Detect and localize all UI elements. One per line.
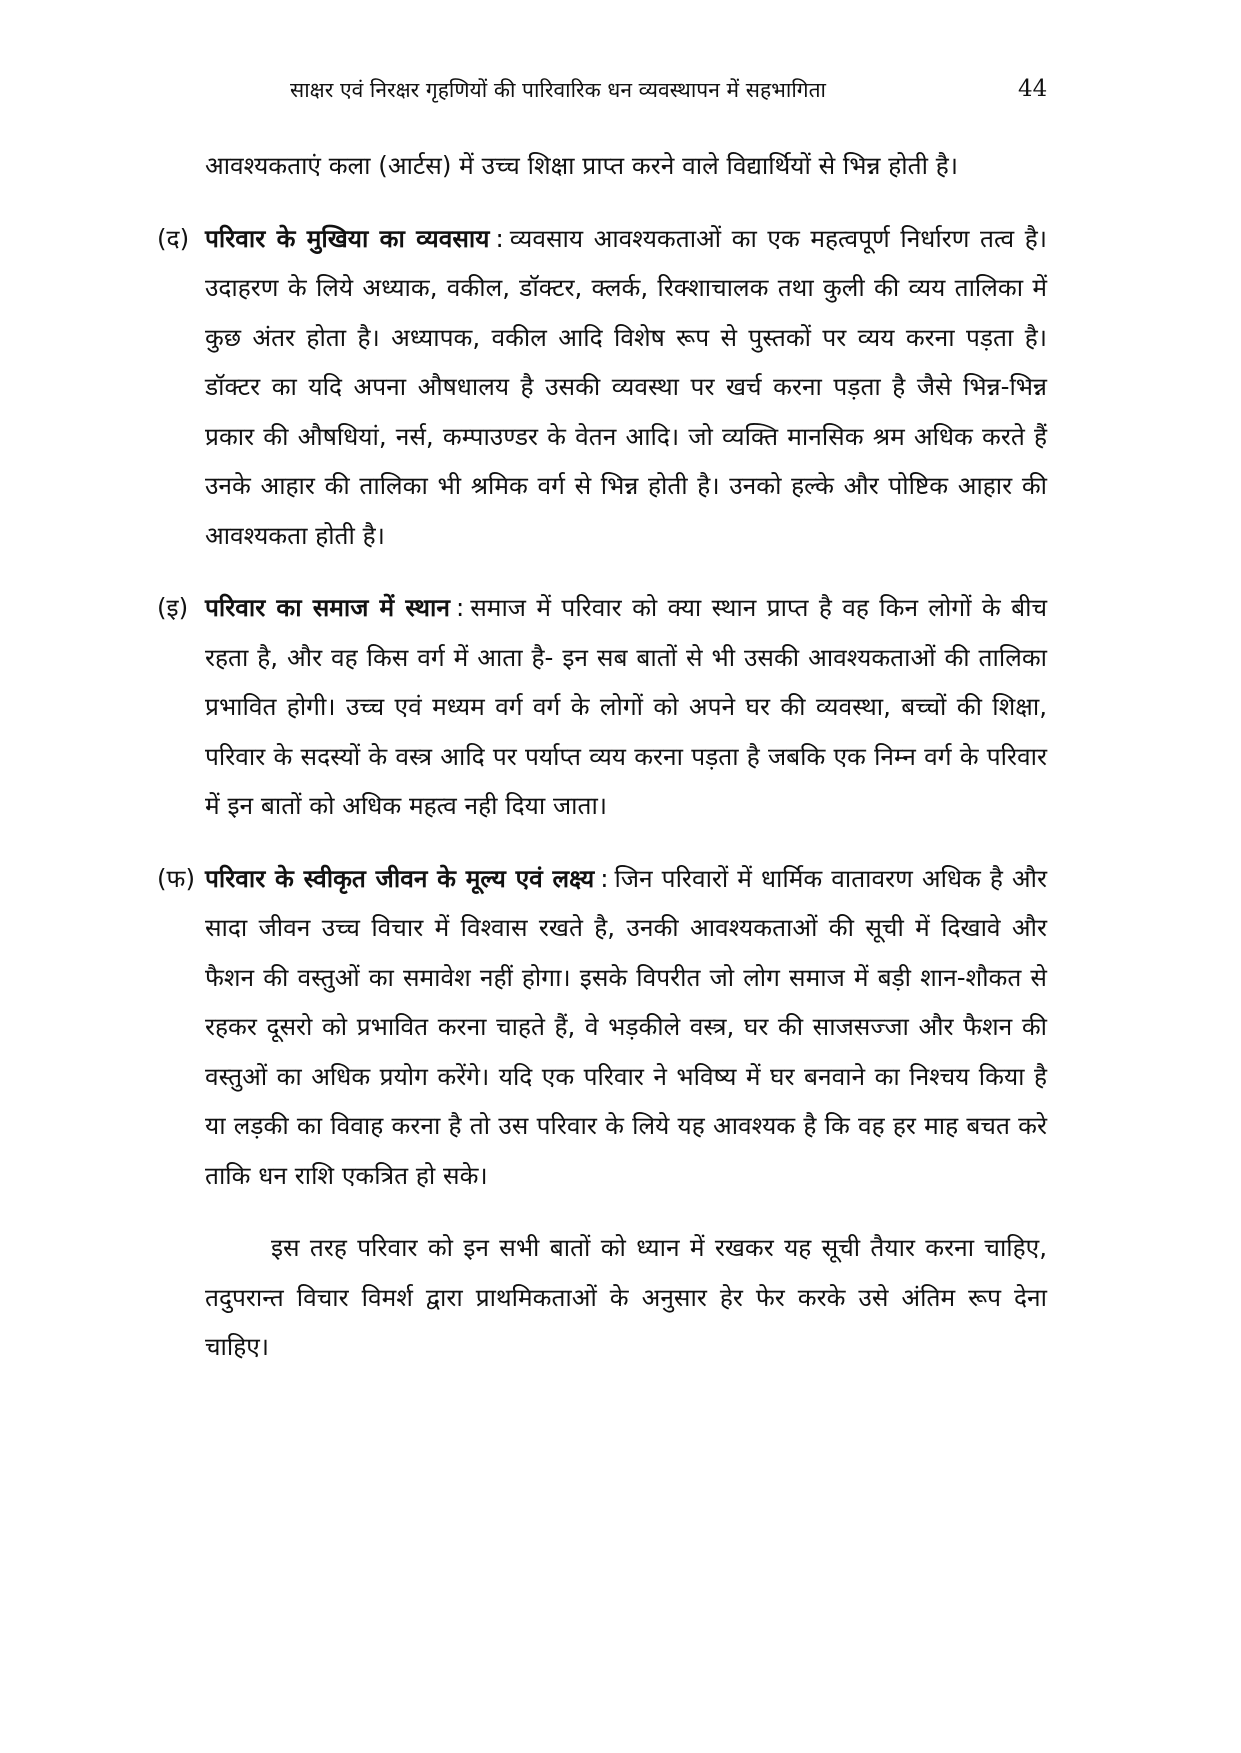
list-marker: (फ)	[157, 863, 196, 893]
item-separator: :	[600, 863, 609, 893]
list-item-social-status	[157, 583, 1048, 831]
list-item-paragraph	[205, 583, 1047, 831]
list-marker: (इ)	[157, 593, 189, 622]
item-heading: परिवार के मुखिया का व्यवसाय	[205, 223, 490, 253]
list-item-paragraph	[205, 854, 1047, 1201]
continued-paragraph: आवश्यकताएं कला (आर्टस) में उच्च शिक्षा प्राप्त करने वाले विद्यार्थियों से भिन्न होती है।	[205, 151, 958, 180]
body-content	[157, 141, 1048, 1372]
item-text: समाज में परिवार को क्या स्थान प्राप्त है वह किन लोगों के बीच रहता है, और वह किस वर्ग में आता है- इन सब बातों से भी उसकी आवश्यकताओं की तालिका प्रभावित होगी। उच्च एवं मध्यम वर्ग वर्ग के लोगों को अपने घर की व्यवस्था, बच्चों की शिक्षा, परिवार के सदस्यों के वस्त्र आदि पर पर्याप्त व्यय करना पड़ता है जबकि एक निम्न वर्ग के परिवार में इन बातों को अधिक महत्व नही दिया जाता।	[205, 593, 1048, 820]
list-item-paragraph	[205, 214, 1047, 561]
item-heading: परिवार का समाज में स्थान	[205, 593, 450, 622]
item-text: जिन परिवारों में धार्मिक वातावरण अधिक है और सादा जीवन उच्च विचार में विश्वास रखते है, उनकी आवश्यकताओं की सूची में दिखावे और फैशन की वस्तुओं का समावेश नहीं होगा। इसके विपरीत जो लोग समाज में बड़ी शान-शौकत से रहकर दूसरो को प्रभावित करना चाहते हैं, वे भड़कीले वस्त्र, घर की साजसज्जा और फैशन की वस्तुओं का अधिक प्रयोग करेंगे। यदि एक परिवार ने भविष्य में घर बनवाने का निश्चय किया है या लड़की का विवाह करना है तो उस परिवार के लिये यह आवश्यक है कि वह हर माह बचत करे ताकि धन राशि एकत्रित हो सके।	[205, 863, 1047, 1190]
list-marker: (द)	[157, 223, 190, 253]
item-text: व्यवसाय आवश्यकताओं का एक महत्वपूर्ण निर्धारण तत्व है। उदाहरण के लिये अध्याक, वकील, डॉक्टर, क्लर्क, रिक्शाचालक तथा कुली की व्यय तालिका में कुछ अंतर होता है। अध्यापक, वकील आदि विशेष रूप से पुस्तकों पर व्यय करना पड़ता है। डॉक्टर का यदि अपना औषधालय है उसकी व्यवस्था पर खर्च करना पड़ता है जैसे भिन्न-भिन्न प्रकार की औषधियां, नर्स, कम्पाउण्डर के वेतन आदि। जो व्यक्ति मानसिक श्रम अधिक करते हैं उनके आहार की तालिका भी श्रमिक वर्ग से भिन्न होती है। उनको हल्के और पोष्टिक आहार की आवश्यकता होती है।	[205, 223, 1047, 550]
running-title: साक्षर एवं निरक्षर गृहणियों की पारिवारिक धन व्यवस्थापन में सहभागिता	[290, 78, 826, 102]
page-number: 44	[1018, 76, 1048, 102]
running-header	[0, 72, 1241, 112]
item-separator: :	[495, 223, 504, 253]
closing-paragraph: इस तरह परिवार को इन सभी बातों को ध्यान में रखकर यह सूची तैयार करना चाहिए, तदुपरान्त विचार विमर्श द्वारा प्राथमिकताओं के अनुसार हेर फेर करके उसे अंतिम रूप देना चाहिए।	[205, 1233, 1047, 1361]
item-separator: :	[455, 593, 465, 622]
item-heading: परिवार के स्वीकृत जीवन के मूल्य एवं लक्ष्य	[205, 863, 595, 893]
list-item-values-goals	[157, 854, 1047, 1201]
list-item-occupation	[157, 214, 1047, 561]
